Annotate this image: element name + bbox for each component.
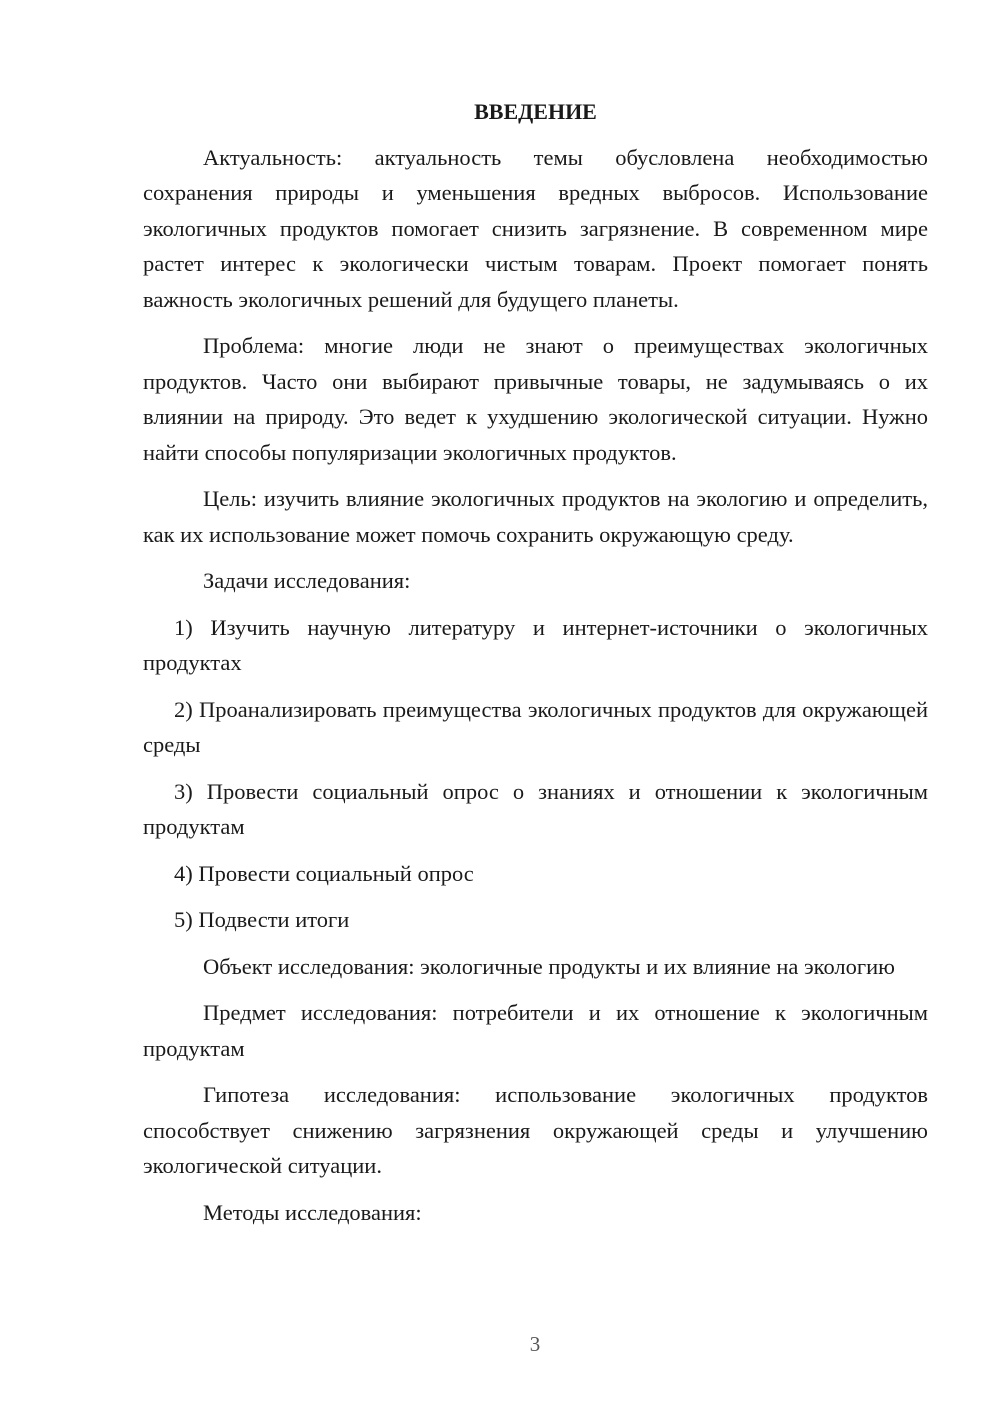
hypothesis-paragraph: Гипотеза исследования: использование экологичных продуктов способствует снижению загрязнения окружающей среды и улучшению экологической ситуации.: [143, 1082, 928, 1178]
subject-paragraph: Предмет исследования: потребители и их отношение к экологичным продуктам: [143, 1000, 928, 1061]
problem-paragraph: Проблема: многие люди не знают о преимуществах экологичных продуктов. Часто они выбирают привычные товары, не задумываясь о их влиянии на природу. Это ведет к ухудшению экологической ситуации. Нужно найти способы популяризации экологичных продуктов.: [143, 333, 928, 465]
task-item: 4) Провести социальный опрос: [174, 860, 474, 886]
relevance-paragraph: Актуальность: актуальность темы обусловлена необходимостью сохранения природы и уменьшения вредных выбросов. Использование экологичных продуктов помогает снизить загрязнение. В современном мире растет интерес к экологически чистым товарам. Проект помогает понять важность экологичных решений для будущего планеты.: [143, 144, 928, 312]
methods-title: Методы исследования:: [203, 1199, 422, 1225]
task-item: 5) Подвести итоги: [174, 907, 350, 932]
tasks-title: Задачи исследования:: [203, 568, 411, 593]
object-paragraph: Объект исследования: экологичные продукты и их влияние на экологию: [203, 953, 895, 979]
page-number: 3: [529, 1332, 541, 1356]
goal-paragraph: Цель: изучить влияние экологичных продуктов на экологию и определить, как их использование может помочь сохранить окружающую среду.: [143, 486, 928, 547]
page-title: ВВЕДЕНИЕ: [474, 99, 597, 124]
task-item: 2) Проанализировать преимущества экологичных продуктов для окружающей среды: [143, 696, 928, 757]
task-item: 3) Провести социальный опрос о знаниях и отношении к экологичным продуктам: [143, 778, 928, 839]
task-item: 1) Изучить научную литературу и интернет-источники о экологичных продуктах: [143, 614, 928, 675]
page-content: [143, 94, 928, 1241]
